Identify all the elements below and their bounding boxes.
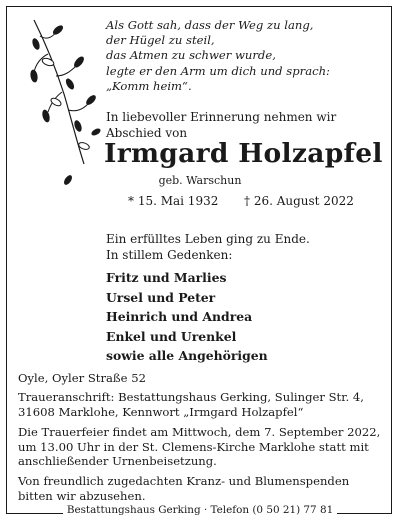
mourning-text xyxy=(106,231,386,263)
footer xyxy=(0,503,400,517)
mourner-item: Enkel und Urenkel xyxy=(106,328,237,344)
mourning-line: In stillem Gedenken: xyxy=(106,248,233,262)
death-date: † 26. August 2022 xyxy=(244,194,354,208)
mourning-address: Traueranschrift: Bestattungshaus Gerking, Sulinger Str. 4, 31608 Marklohe, Kennwort „Irmgard Holzapfel“ xyxy=(18,390,364,419)
poem-line: der Hügel zu steil, xyxy=(106,33,215,48)
intro-line: In liebevoller Erinnerung nehmen wir xyxy=(106,110,337,124)
mourning-line: Ein erfülltes Leben ging zu Ende. xyxy=(106,232,310,246)
maiden-name: geb. Warschun xyxy=(158,174,242,187)
funeral-home-contact: Bestattungshaus Gerking · Telefon (0 50 21) 77 81 xyxy=(63,504,337,516)
intro-line: Abschied von xyxy=(106,125,188,140)
mourner-item: Fritz und Marlies xyxy=(106,270,227,285)
poem-line: legte er den Arm um dich und sprach: xyxy=(106,63,330,78)
poem-line: Als Gott sah, dass der Weg zu lang, xyxy=(106,18,314,32)
residence-address: Oyle, Oyler Straße 52 xyxy=(18,371,146,385)
mourner-item: sowie alle Angehörigen xyxy=(106,348,268,364)
mourners-list xyxy=(106,268,268,366)
birth-date: * 15. Mai 1932 xyxy=(128,194,219,208)
poem xyxy=(106,18,376,94)
deceased-name: Irmgard Holzapfel xyxy=(104,138,383,169)
intro-text xyxy=(106,110,376,141)
flower-note: Von freundlich zugedachten Kranz- und Blumenspenden bitten wir abzusehen. xyxy=(18,474,350,503)
leaf-branch-icon xyxy=(26,14,116,194)
service-info: Die Trauerfeier findet am Mittwoch, dem 7. September 2022, um 13.00 Uhr in der St. Clemens-Kirche Marklohe statt mit anschließender Urnenbeisetzung. xyxy=(18,425,381,469)
mourner-item: Heinrich und Andrea xyxy=(106,309,253,325)
poem-line: „Komm heim“. xyxy=(106,78,192,93)
poem-line: das Atmen zu schwer wurde, xyxy=(106,48,276,63)
mourner-item: Ursel und Peter xyxy=(106,289,216,305)
details-section xyxy=(18,371,384,509)
